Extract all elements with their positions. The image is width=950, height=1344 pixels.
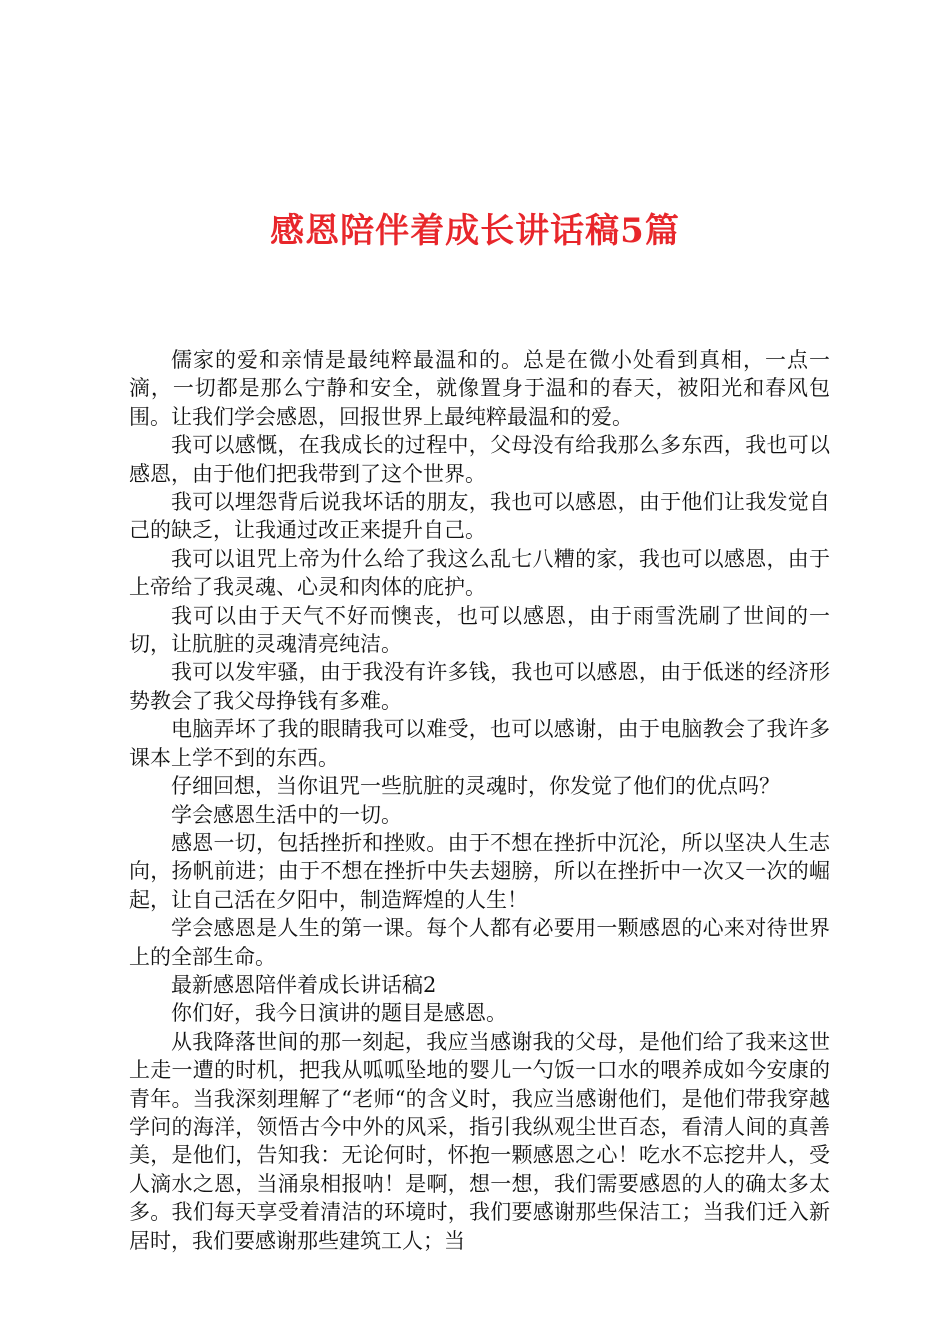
paragraph: 我可以诅咒上帝为什么给了我这么乱七八糟的家，我也可以感恩，由于上帝给了我灵魂、心灵和肉体的庇护。: [129, 546, 830, 600]
paragraph: 感恩一切，包括挫折和挫败。由于不想在挫折中沉沦，所以坚决人生志向，扬帆前进；由于不想在挫折中失去翅膀，所以在挫折中一次又一次的崛起，让自己活在夕阳中，制造辉煌的人生！: [129, 830, 830, 912]
document-title: 感恩陪伴着成长讲话稿5篇: [270, 211, 680, 251]
paragraph: 从我降落世间的那一刻起，我应当感谢我的父母，是他们给了我来这世上走一遭的时机，把我从呱呱坠地的婴儿一勺饭一口水的喂养成如今安康的青年。当我深刻理解了“老师“的含义时，我应当感谢他们，是他们带我穿越学问的海洋，领悟古今中外的风采，指引我纵观尘世百态，看清人间的真善美，是他们，告知我：无论何时，怀抱一颗感恩之心！吃水不忘挖井人，受人滴水之恩，当涌泉相报呐！是啊，想一想，我们需要感恩的人的确太多太多。我们每天享受着清洁的环境时，我们要感谢那些保洁工；当我们迁入新居时，我们要感谢那些建筑工人；当: [129, 1029, 830, 1253]
paragraph: 儒家的爱和亲情是最纯粹最温和的。总是在微小处看到真相，一点一滴，一切都是那么宁静和安全，就像置身于温和的春天，被阳光和春风包围。让我们学会感恩，回报世界上最纯粹最温和的爱。: [129, 348, 830, 429]
paragraph: 我可以埋怨背后说我坏话的朋友，我也可以感恩，由于他们让我发觉自己的缺乏，让我通过改正来提升自己。: [129, 490, 830, 543]
document-body: [129, 346, 830, 1255]
paragraph: 我可以发牢骚，由于我没有许多钱，我也可以感恩，由于低迷的经济形势教会了我父母挣钱有多难。: [129, 660, 830, 713]
paragraph: 学会感恩生活中的一切。: [171, 802, 402, 827]
paragraph: 我可以由于天气不好而懊丧，也可以感恩，由于雨雪洗刷了世间的一切，让肮脏的灵魂清亮纯洁。: [129, 603, 830, 657]
paragraph: 电脑弄坏了我的眼睛我可以难受，也可以感谢，由于电脑教会了我许多课本上学不到的东西。: [129, 717, 830, 770]
paragraph: 学会感恩是人生的第一课。每个人都有必要用一颗感恩的心来对待世界上的全部生命。: [129, 916, 830, 969]
paragraph: 你们好，我今日演讲的题目是感恩。: [171, 1001, 507, 1026]
paragraph: 我可以感慨，在我成长的过程中，父母没有给我那么多东西，我也可以感恩，由于他们把我带到了这个世界。: [129, 433, 830, 486]
section-heading: 最新感恩陪伴着成长讲话稿2: [171, 972, 437, 997]
paragraph: 仔细回想，当你诅咒一些肮脏的灵魂时，你发觉了他们的优点吗？: [171, 774, 780, 799]
